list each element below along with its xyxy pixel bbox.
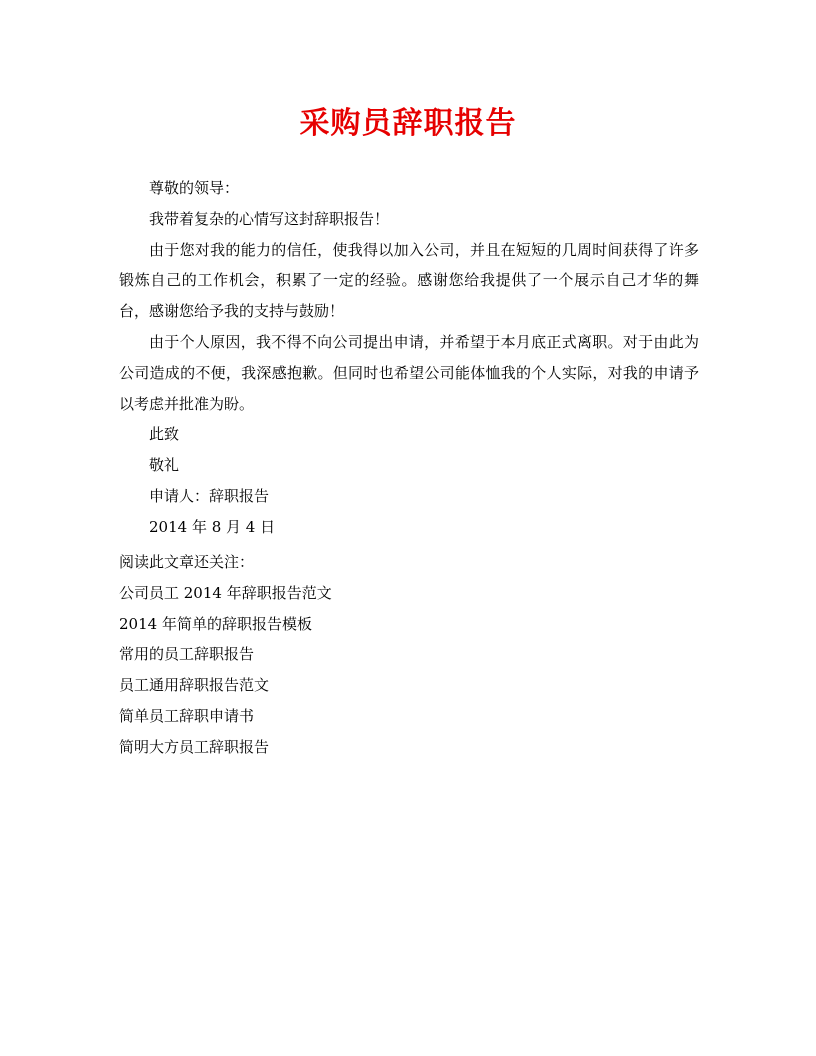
closing-greeting: 此致 — [149, 425, 180, 444]
related-articles — [119, 547, 699, 763]
related-link-4[interactable]: 员工通用辞职报告范文 — [119, 676, 270, 695]
related-link-1[interactable]: 公司员工 2014 年辞职报告范文 — [119, 583, 332, 602]
related-link-6[interactable]: 简明大方员工辞职报告 — [119, 737, 270, 756]
related-label: 阅读此文章还关注： — [119, 553, 255, 571]
date-line: 2014 年 8 月 4 日 — [149, 517, 276, 536]
closing-salute: 敬礼 — [149, 456, 180, 475]
letter-body — [119, 173, 699, 543]
paragraph-1: 我带着复杂的心情写这封辞职报告！ — [149, 209, 390, 228]
paragraph-2: 由于您对我的能力的信任，使我得以加入公司，并且在短短的几周时间获得了许多锻炼自己的工作机会，积累了一定的经验。感谢您给我提供了一个展示自己才华的舞台，感谢您给予我的支持与鼓励！ — [119, 240, 699, 321]
paragraph-3: 由于个人原因，我不得不向公司提出申请，并希望于本月底正式离职。对于由此为公司造成的不便，我深感抱歉。但同时也希望公司能体恤我的个人实际，对我的申请予以考虑并批准为盼。 — [119, 332, 699, 413]
salutation: 尊敬的领导： — [149, 179, 240, 197]
document-title: 采购员辞职报告 — [299, 106, 517, 141]
related-link-5[interactable]: 简单员工辞职申请书 — [119, 706, 255, 725]
related-link-3[interactable]: 常用的员工辞职报告 — [119, 645, 255, 664]
applicant-line: 申请人：辞职报告 — [149, 486, 270, 505]
related-link-2[interactable]: 2014 年简单的辞职报告模板 — [119, 614, 312, 633]
